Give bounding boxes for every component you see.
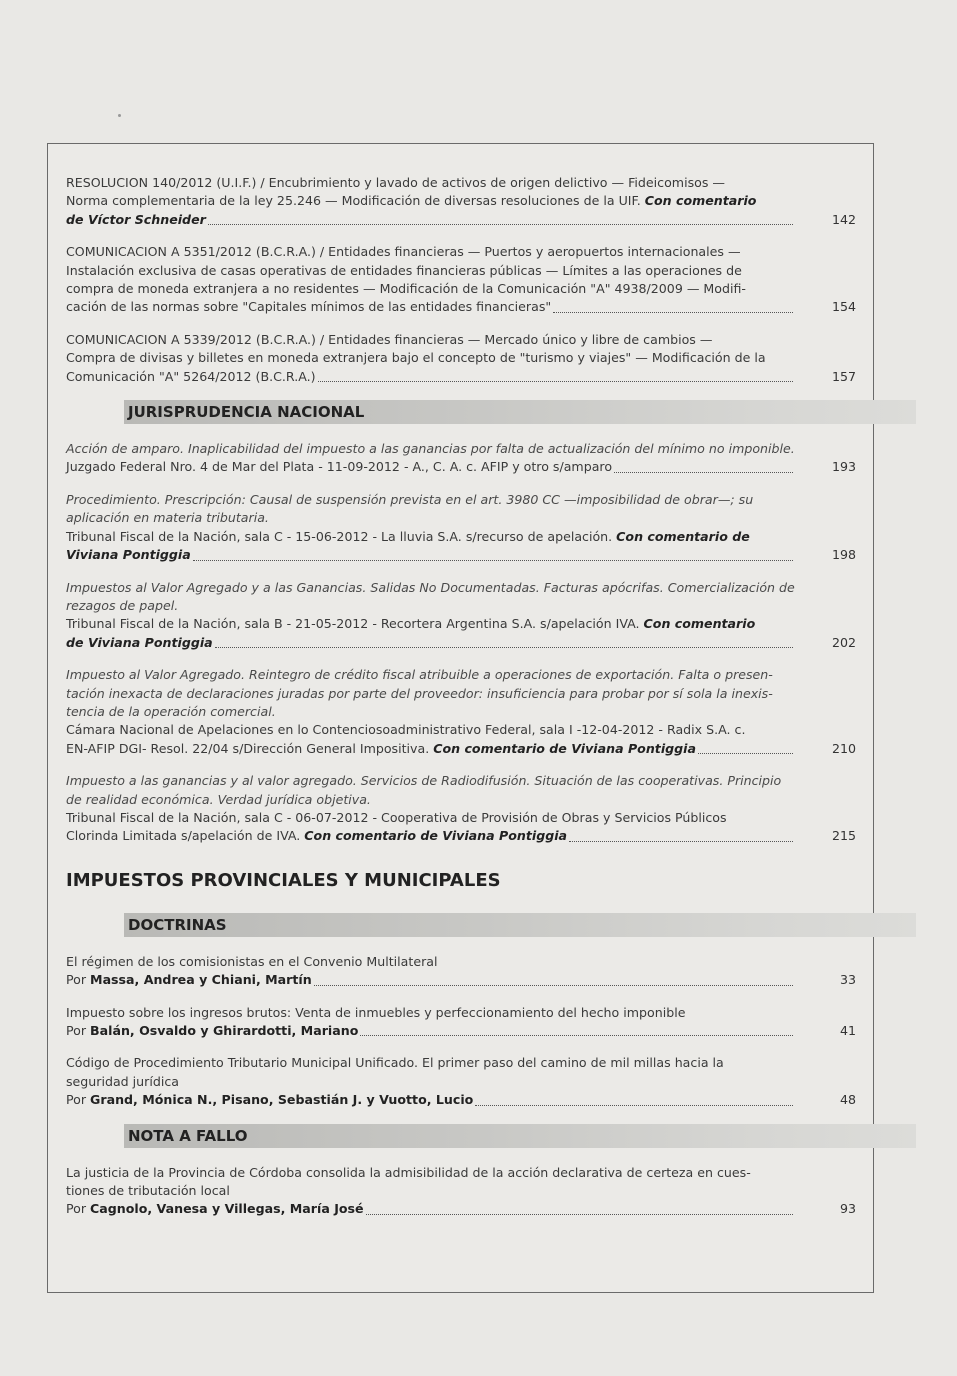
entry-leader-line — [66, 1022, 796, 1040]
entry-line: Tribunal Fiscal de la Nación, sala B - 21-05-2012 - Recortera Argentina S.A. s/apelación IVA. Con comentario — [66, 616, 756, 632]
dot-leader — [614, 472, 793, 473]
entry-author-line: Por Massa, Andrea y Chiani, Martín — [66, 972, 312, 988]
entry-line: Código de Procedimiento Tributario Municipal Unificado. El primer paso del camino de mil millas hacia la — [66, 1055, 724, 1071]
dot-leader — [314, 985, 793, 986]
entry-summary: tación inexacta de declaraciones juradas por parte del proveedor: insuficiencia para probar por sí sola la inexis- — [66, 685, 773, 701]
entry-leader-line — [66, 1200, 796, 1218]
index-entry — [66, 243, 856, 317]
entry-summary: Procedimiento. Prescripción: Causal de suspensión prevista en el art. 3980 CC —imposibilidad de obrar—; su — [66, 491, 754, 507]
index-entry — [66, 174, 856, 229]
dot-leader — [208, 224, 793, 225]
dot-leader — [698, 753, 793, 754]
dot-leader — [569, 841, 793, 842]
dot-leader — [475, 1105, 793, 1106]
entry-line: El régimen de los comisionistas en el Convenio Multilateral — [66, 953, 438, 969]
entry-line: Norma complementaria de la ley 25.246 — Modificación de diversas resoluciones de la UIF. Con comentario — [66, 193, 757, 209]
dust-speck — [118, 114, 121, 117]
dot-leader — [318, 381, 793, 382]
dot-leader — [553, 312, 793, 313]
section-title-provinciales: IMPUESTOS PROVINCIALES Y MUNICIPALES — [66, 869, 501, 891]
entry-leader-line — [66, 971, 796, 989]
page-number: 210 — [831, 740, 856, 756]
page-number: 154 — [831, 299, 856, 315]
entry-leader-line — [66, 740, 796, 758]
dot-leader — [193, 560, 793, 561]
entry-author-line: Por Cagnolo, Vanesa y Villegas, María José — [66, 1201, 364, 1217]
page-number: 215 — [831, 828, 856, 844]
entry-line: RESOLUCION 140/2012 (U.I.F.) / Encubrimiento y lavado de activos de origen delictivo — Fideicomisos — — [66, 175, 725, 190]
page-number: 157 — [831, 368, 856, 384]
page-number: 198 — [831, 547, 856, 563]
entry-leader-line — [66, 298, 796, 316]
entry-line: Tribunal Fiscal de la Nación, sala C - 06-07-2012 - Cooperativa de Provisión de Obras y Servicios Públicos — [66, 809, 727, 825]
index-entry — [66, 1054, 856, 1109]
entry-line: tiones de tributación local — [66, 1183, 230, 1199]
entry-summary: Impuesto a las ganancias y al valor agregado. Servicios de Radiodifusión. Situación de las cooperativas. Principio — [66, 773, 782, 789]
dot-leader — [360, 1035, 793, 1036]
entry-summary: aplicación en materia tributaria. — [66, 510, 269, 526]
entry-last-line: Clorinda Limitada s/apelación de IVA. Con comentario de Viviana Pontiggia — [66, 828, 568, 844]
dot-leader — [366, 1214, 793, 1215]
section-banner-jurisprudencia: JURISPRUDENCIA NACIONAL — [124, 400, 916, 424]
entry-author-line: Por Balán, Osvaldo y Ghirardotti, Mariano — [66, 1023, 359, 1038]
entry-summary: tencia de la operación comercial. — [66, 703, 276, 719]
page-number: 142 — [831, 211, 856, 227]
index-entry — [66, 772, 856, 846]
page-number: 202 — [831, 634, 856, 650]
section-banner-doctrinas: DOCTRINAS — [124, 913, 916, 937]
entry-last-line: cación de las normas sobre "Capitales mínimos de las entidades financieras" — [66, 299, 552, 315]
index-entry — [66, 666, 856, 758]
entry-last-line: Juzgado Federal Nro. 4 de Mar del Plata - 11-09-2012 - A., C. A. c. AFIP y otro s/amparo — [66, 459, 613, 475]
entry-author-line: Por Grand, Mónica N., Pisano, Sebastián J. y Vuotto, Lucio — [66, 1092, 474, 1108]
entry-leader-line — [66, 368, 796, 386]
entry-line: Compra de divisas y billetes en moneda extranjera bajo el concepto de "turismo y viajes" — Modificación de la — [66, 350, 766, 366]
index-entry — [66, 331, 856, 386]
section-banner-nota-a-fallo: NOTA A FALLO — [124, 1124, 916, 1148]
entry-summary: Acción de amparo. Inaplicabilidad del impuesto a las ganancias por falta de actualización del mínimo no imponible. — [66, 441, 795, 457]
entry-leader-line — [66, 458, 796, 476]
entry-line: La justicia de la Provincia de Córdoba consolida la admisibilidad de la acción declarativa de certeza en cues- — [66, 1164, 751, 1180]
entry-line: COMUNICACION A 5351/2012 (B.C.R.A.) / Entidades financieras — Puertos y aeropuertos internacionales — — [66, 244, 741, 260]
page-frame — [47, 143, 874, 1293]
entry-summary: rezagos de papel. — [66, 597, 179, 613]
entry-last-line: EN-AFIP DGI- Resol. 22/04 s/Dirección General Impositiva. Con comentario de Viviana Pontiggia — [66, 740, 696, 756]
index-content — [66, 174, 856, 1233]
entry-leader-line — [66, 634, 796, 652]
entry-author: Viviana Pontiggia — [66, 547, 191, 563]
index-entry — [66, 1004, 856, 1041]
entry-line: Instalación exclusiva de casas operativas de entidades financieras públicas — Límites a las operaciones de — [66, 262, 742, 278]
entry-leader-line — [66, 546, 796, 564]
index-entry — [66, 953, 856, 990]
page-number: 48 — [839, 1092, 856, 1108]
page-number: 33 — [839, 972, 856, 988]
index-entry — [66, 1164, 856, 1219]
entry-line: Impuesto sobre los ingresos brutos: Venta de inmuebles y perfeccionamiento del hecho imponible — [66, 1004, 686, 1020]
entry-summary: Impuesto al Valor Agregado. Reintegro de crédito fiscal atribuible a operaciones de exportación. Falta o presen- — [66, 667, 773, 683]
entry-line: seguridad jurídica — [66, 1073, 179, 1089]
dot-leader — [215, 647, 793, 648]
entry-leader-line — [66, 1091, 796, 1109]
entry-author: de Víctor Schneider — [66, 211, 206, 227]
page-number: 93 — [839, 1201, 856, 1217]
entry-summary: Impuestos al Valor Agregado y a las Ganancias. Salidas No Documentadas. Facturas apócrifas. Comercialización de — [66, 579, 795, 595]
entry-line: Cámara Nacional de Apelaciones en lo Contenciosoadministrativo Federal, sala I -12-04-2012 - Radix S.A. c. — [66, 722, 746, 738]
entry-line: Tribunal Fiscal de la Nación, sala C - 15-06-2012 - La lluvia S.A. s/recurso de apelación. Con comentario de — [66, 528, 750, 544]
entry-author: de Viviana Pontiggia — [66, 634, 213, 650]
index-entry — [66, 579, 856, 653]
index-entry — [66, 491, 856, 565]
entry-leader-line — [66, 827, 796, 845]
entry-line: COMUNICACION A 5339/2012 (B.C.R.A.) / Entidades financieras — Mercado único y libre de cambios — — [66, 331, 713, 347]
entry-leader-line — [66, 211, 796, 229]
page-number: 193 — [831, 459, 856, 475]
entry-last-line: Comunicación "A" 5264/2012 (B.C.R.A.) — [66, 368, 316, 384]
entry-summary: de realidad económica. Verdad jurídica objetiva. — [66, 791, 371, 807]
page-number: 41 — [839, 1023, 856, 1038]
index-entry — [66, 440, 856, 477]
entry-line: compra de moneda extranjera a no residentes — Modificación de la Comunicación "A" 4938/2009 — Modifi- — [66, 281, 746, 297]
